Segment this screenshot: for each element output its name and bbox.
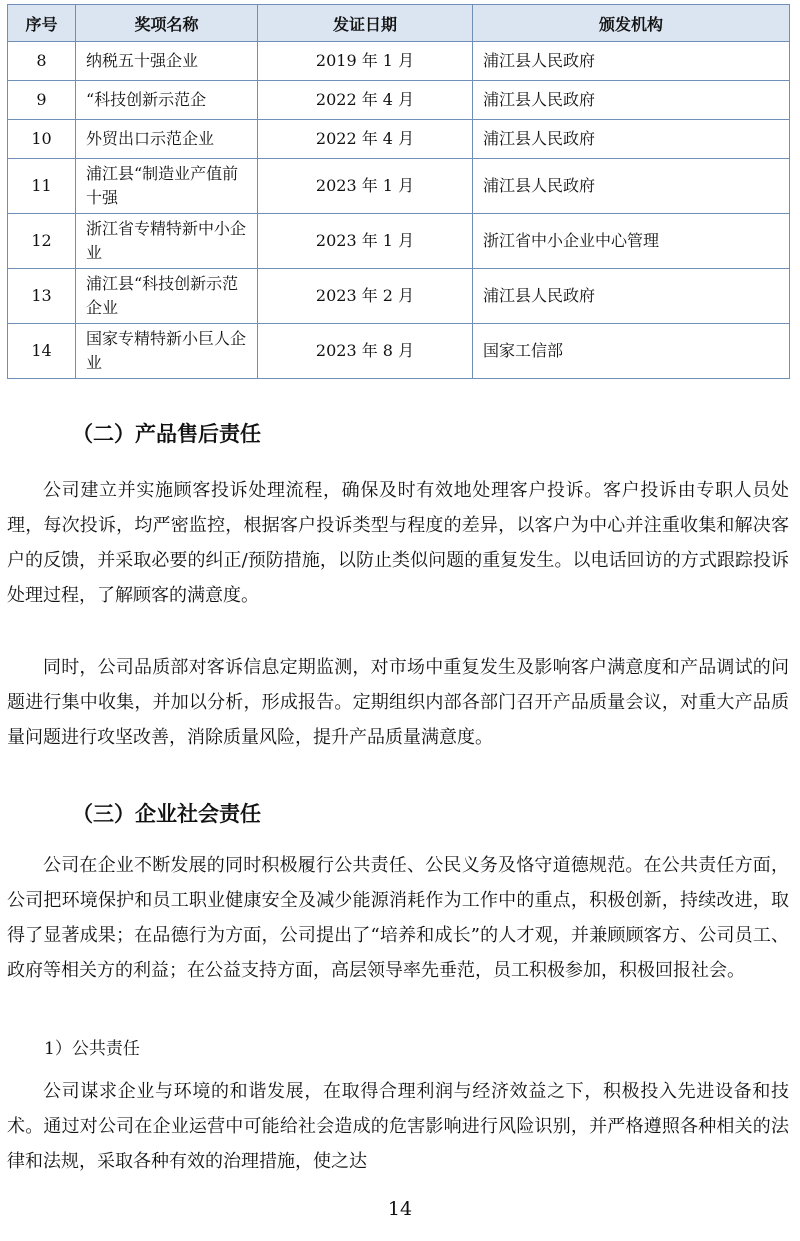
cell-issue-date: 2023 年 1 月: [258, 159, 473, 214]
cell-no: 9: [8, 81, 76, 120]
paragraph-public-responsibility: 公司谋求企业与环境的和谐发展，在取得合理利润与经济效益之下，积极投入先进设备和技术。通过对公司在企业运营中可能给社会造成的危害影响进行风险识别，并严格遵照各种相关的法律和法规，采取各种有效的治理措施，使之达: [7, 1081, 789, 1172]
table-row: [8, 81, 790, 120]
page-number: 14: [387, 1198, 413, 1220]
cell-issuer: 浦江县人民政府: [473, 269, 790, 324]
cell-no: 13: [8, 269, 76, 324]
cell-award-name: 纳税五十强企业: [76, 42, 258, 81]
table-row: [8, 42, 790, 81]
cell-award-name: 国家专精特新小巨人企业: [76, 324, 258, 379]
cell-issue-date: 2023 年 8 月: [258, 324, 473, 379]
cell-issuer: 国家工信部: [473, 324, 790, 379]
subheading-public-responsibility: 1）公共责任: [44, 1039, 140, 1059]
cell-issue-date: 2023 年 1 月: [258, 214, 473, 269]
paragraph-social-responsibility-1: 公司在企业不断发展的同时积极履行公共责任、公民义务及恪守道德规范。在公共责任方面，公司把环境保护和员工职业健康安全及减少能源消耗作为工作中的重点，积极创新，持续改进，取得了显著成果；在品德行为方面，公司提出了“培养和成长”的人才观，并兼顾顾客方、公司员工、政府等相关方的利益；在公益支持方面，高层领导率先垂范，员工积极参加，积极回报社会。: [7, 855, 789, 981]
cell-award-name: 浙江省专精特新中小企业: [76, 214, 258, 269]
cell-award-name: 外贸出口示范企业: [76, 120, 258, 159]
paragraph-after-sales-1: 公司建立并实施顾客投诉处理流程，确保及时有效地处理客户投诉。客户投诉由专职人员处理，每次投诉，均严密监控，根据客户投诉类型与程度的差异，以客户为中心并注重收集和解决客户的反馈，并采取必要的纠正/预防措施，以防止类似问题的重复发生。以电话回访的方式跟踪投诉处理过程，了解顾客的满意度。: [7, 480, 789, 606]
section-heading-social-responsibility: （三）企业社会责任: [72, 802, 261, 826]
cell-no: 14: [8, 324, 76, 379]
cell-no: 12: [8, 214, 76, 269]
cell-issuer: 浦江县人民政府: [473, 42, 790, 81]
section-heading-after-sales: （二）产品售后责任: [72, 422, 261, 446]
cell-issue-date: 2023 年 2 月: [258, 269, 473, 324]
cell-issuer: 浦江县人民政府: [473, 120, 790, 159]
table-row: [8, 214, 790, 269]
cell-no: 11: [8, 159, 76, 214]
header-no: 序号: [8, 5, 76, 42]
table-header-row: [8, 5, 790, 42]
header-issuer: 颁发机构: [473, 5, 790, 42]
awards-table: [7, 4, 790, 379]
cell-issue-date: 2022 年 4 月: [258, 120, 473, 159]
cell-issuer: 浦江县人民政府: [473, 159, 790, 214]
cell-issuer: 浦江县人民政府: [473, 81, 790, 120]
cell-award-name: “科技创新示范企: [76, 81, 258, 120]
header-issue-date: 发证日期: [258, 5, 473, 42]
cell-award-name: 浦江县“制造业产值前十强: [76, 159, 258, 214]
cell-no: 10: [8, 120, 76, 159]
cell-issuer: 浙江省中小企业中心管理: [473, 214, 790, 269]
table-row: [8, 159, 790, 214]
paragraph-after-sales-2: 同时，公司品质部对客诉信息定期监测，对市场中重复发生及影响客户满意度和产品调试的问题进行集中收集，并加以分析，形成报告。定期组织内部各部门召开产品质量会议，对重大产品质量问题进行攻坚改善，消除质量风险，提升产品质量满意度。: [7, 657, 789, 748]
table-row: [8, 120, 790, 159]
table-row: [8, 324, 790, 379]
cell-no: 8: [8, 42, 76, 81]
cell-award-name: 浦江县“科技创新示范企业: [76, 269, 258, 324]
cell-issue-date: 2019 年 1 月: [258, 42, 473, 81]
cell-issue-date: 2022 年 4 月: [258, 81, 473, 120]
table-row: [8, 269, 790, 324]
header-award-name: 奖项名称: [76, 5, 258, 42]
